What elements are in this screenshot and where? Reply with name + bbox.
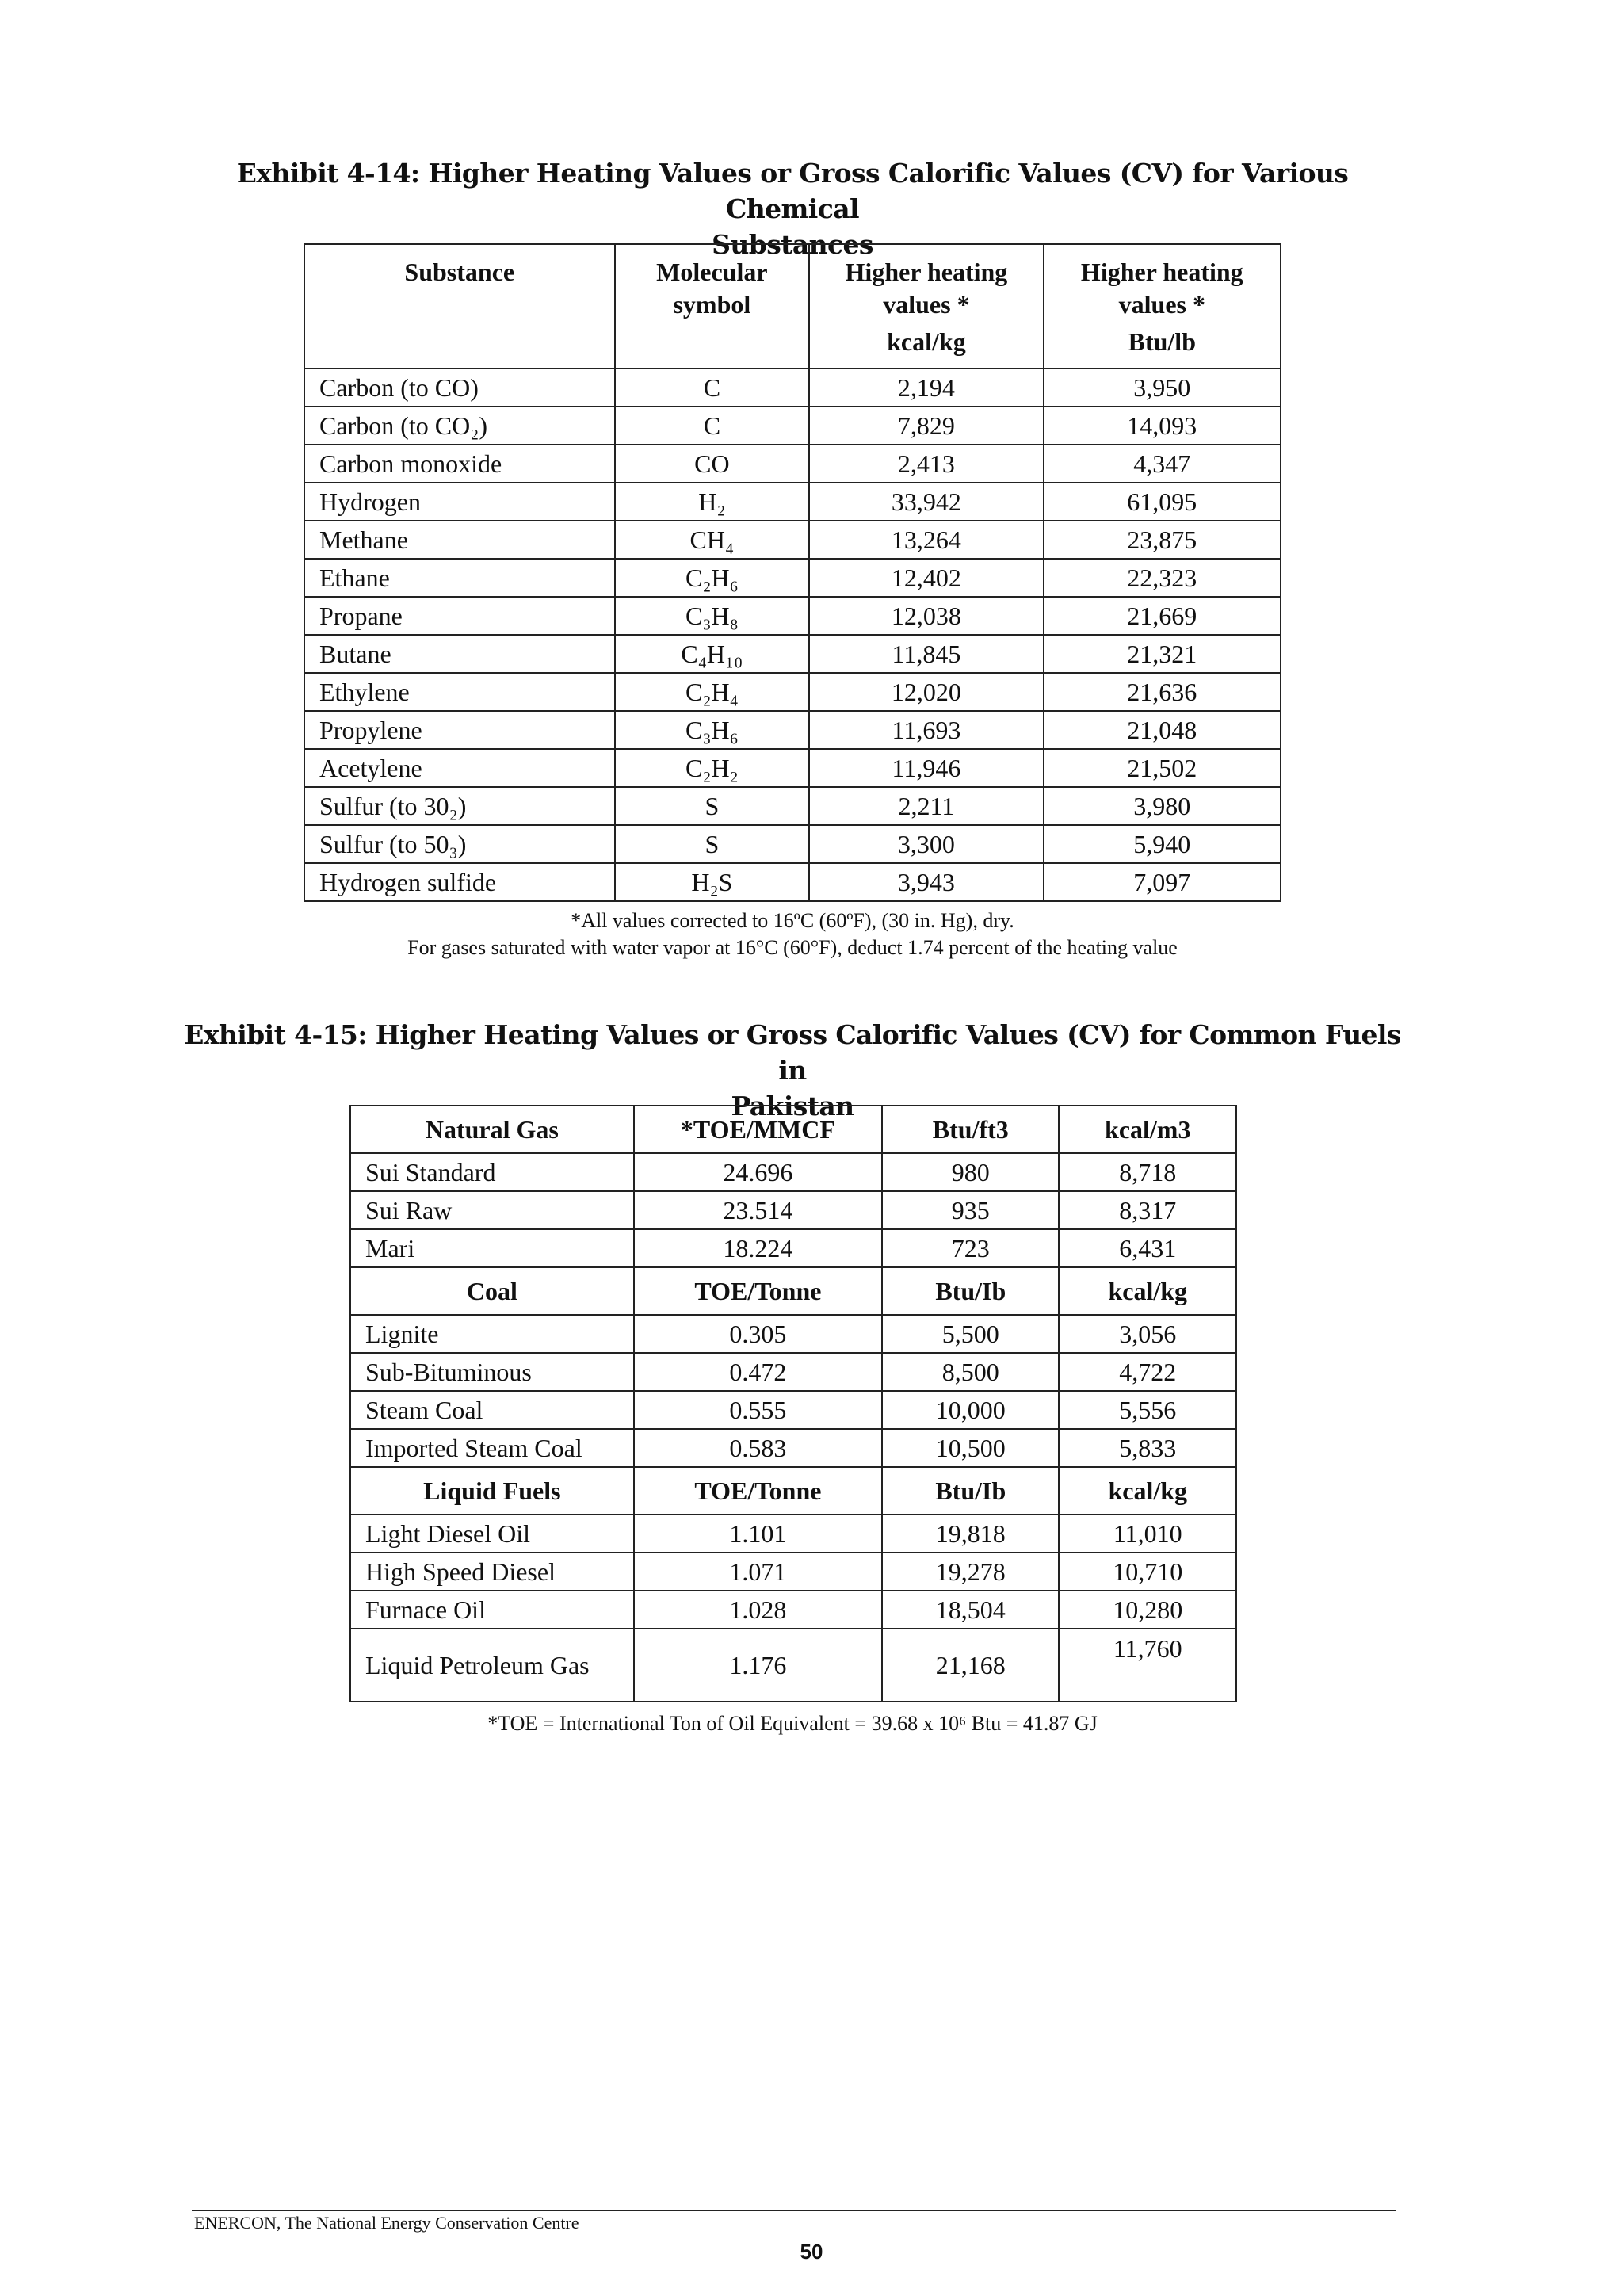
common-fuels-body <box>350 1106 1236 1702</box>
section-header-fuel: Liquid Fuels <box>350 1467 634 1515</box>
cell-toe: 0.472 <box>634 1353 882 1391</box>
cell-btu: 5,500 <box>882 1315 1059 1353</box>
cell-hhv-kcal: 7,829 <box>809 407 1043 445</box>
table-row <box>304 559 1281 597</box>
cell-fuel: Liquid Petroleum Gas <box>350 1629 634 1702</box>
cell-fuel: Sui Standard <box>350 1153 634 1191</box>
table-row <box>304 711 1281 749</box>
cell-toe: 0.555 <box>634 1391 882 1429</box>
cell-molecular-symbol: C₂H₂ <box>615 749 810 787</box>
cell-hhv-kcal: 13,264 <box>809 521 1043 559</box>
cell-hhv-kcal: 33,942 <box>809 483 1043 521</box>
cell-hhv-btu: 22,323 <box>1044 559 1281 597</box>
cell-fuel: Lignite <box>350 1315 634 1353</box>
section-header-kcal: kcal/m3 <box>1059 1106 1236 1153</box>
cell-hhv-btu: 5,940 <box>1044 825 1281 863</box>
table-row <box>350 1429 1236 1467</box>
cell-btu: 935 <box>882 1191 1059 1229</box>
table-row <box>304 521 1281 559</box>
cell-substance: Ethylene <box>304 673 615 711</box>
cell-molecular-symbol: C₃H₈ <box>615 597 810 635</box>
cell-hhv-btu: 21,669 <box>1044 597 1281 635</box>
chemical-substances-table <box>304 243 1281 902</box>
section-header-btu: Btu/Ib <box>882 1467 1059 1515</box>
cell-fuel: Imported Steam Coal <box>350 1429 634 1467</box>
cell-kcal: 10,280 <box>1059 1591 1236 1629</box>
cell-fuel: Furnace Oil <box>350 1591 634 1629</box>
section-header-toe: *TOE/MMCF <box>634 1106 882 1153</box>
cell-hhv-kcal: 2,194 <box>809 369 1043 407</box>
cell-hhv-btu: 61,095 <box>1044 483 1281 521</box>
page-number: 50 <box>800 2240 823 2264</box>
footer-divider <box>192 2210 1396 2211</box>
cell-fuel: Light Diesel Oil <box>350 1515 634 1553</box>
col-header-hhv-label: Higher heating values * <box>845 258 1008 319</box>
cell-molecular-symbol: CH₄ <box>615 521 810 559</box>
cell-fuel: High Speed Diesel <box>350 1553 634 1591</box>
col-header-hhv-label: Higher heating values * <box>1080 258 1243 319</box>
table-header-row <box>304 244 1281 369</box>
cell-substance: Sulfur (to 30₂) <box>304 787 615 825</box>
exhibit-15-title-line1: Exhibit 4-15: Higher Heating Values or Gross Calorific Values (CV) for Common Fuels in <box>184 1019 1401 1086</box>
table-row <box>350 1191 1236 1229</box>
cell-substance: Hydrogen sulfide <box>304 863 615 901</box>
cell-hhv-btu: 21,502 <box>1044 749 1281 787</box>
footer-organization: ENERCON, The National Energy Conservation Centre <box>194 2213 579 2233</box>
cell-hhv-kcal: 11,946 <box>809 749 1043 787</box>
cell-kcal: 6,431 <box>1059 1229 1236 1267</box>
cell-btu: 10,500 <box>882 1429 1059 1467</box>
table-row <box>304 825 1281 863</box>
cell-btu: 8,500 <box>882 1353 1059 1391</box>
cell-btu: 21,168 <box>882 1629 1059 1702</box>
cell-substance: Propylene <box>304 711 615 749</box>
table-row <box>304 787 1281 825</box>
section-header-kcal: kcal/kg <box>1059 1467 1236 1515</box>
cell-molecular-symbol: S <box>615 825 810 863</box>
cell-molecular-symbol: C₃H₆ <box>615 711 810 749</box>
cell-hhv-btu: 23,875 <box>1044 521 1281 559</box>
col-header-hhv-btu <box>1044 244 1281 369</box>
col-header-kcal-unit: kcal/kg <box>887 327 966 356</box>
cell-hhv-btu: 3,950 <box>1044 369 1281 407</box>
table-row <box>350 1629 1236 1702</box>
cell-toe: 1.176 <box>634 1629 882 1702</box>
table-row <box>350 1353 1236 1391</box>
table-row <box>350 1553 1236 1591</box>
cell-hhv-kcal: 2,211 <box>809 787 1043 825</box>
cell-substance: Carbon monoxide <box>304 445 615 483</box>
section-header-fuel: Natural Gas <box>350 1106 634 1153</box>
table-row <box>350 1391 1236 1429</box>
section-header-kcal: kcal/kg <box>1059 1267 1236 1315</box>
cell-molecular-symbol: C₄H₁₀ <box>615 635 810 673</box>
cell-substance: Methane <box>304 521 615 559</box>
cell-btu: 723 <box>882 1229 1059 1267</box>
cell-molecular-symbol: C₂H₆ <box>615 559 810 597</box>
cell-kcal: 5,556 <box>1059 1391 1236 1429</box>
cell-hhv-btu: 4,347 <box>1044 445 1281 483</box>
table-row <box>304 407 1281 445</box>
cell-toe: 1.028 <box>634 1591 882 1629</box>
cell-molecular-symbol: C <box>615 369 810 407</box>
cell-toe: 1.101 <box>634 1515 882 1553</box>
cell-fuel: Sui Raw <box>350 1191 634 1229</box>
table-row <box>350 1229 1236 1267</box>
col-header-btu-unit: Btu/lb <box>1128 327 1196 356</box>
chemical-substances-body <box>304 369 1281 901</box>
section-header-toe: TOE/Tonne <box>634 1467 882 1515</box>
cell-substance: Hydrogen <box>304 483 615 521</box>
cell-substance: Propane <box>304 597 615 635</box>
cell-toe: 1.071 <box>634 1553 882 1591</box>
section-header-btu: Btu/Ib <box>882 1267 1059 1315</box>
table-row <box>350 1153 1236 1191</box>
section-header-row <box>350 1467 1236 1515</box>
cell-kcal: 11,760 <box>1059 1629 1236 1702</box>
cell-btu: 19,818 <box>882 1515 1059 1553</box>
cell-kcal: 8,317 <box>1059 1191 1236 1229</box>
table-row <box>304 445 1281 483</box>
exhibit-15-title-line2: Pakistan <box>731 1091 854 1121</box>
cell-btu: 18,504 <box>882 1591 1059 1629</box>
cell-btu: 19,278 <box>882 1553 1059 1591</box>
cell-hhv-btu: 3,980 <box>1044 787 1281 825</box>
section-header-row <box>350 1106 1236 1153</box>
exhibit-15-footnote: *TOE = International Ton of Oil Equivalent = 39.68 x 10⁶ Btu = 41.87 GJ <box>487 1712 1098 1735</box>
cell-hhv-kcal: 2,413 <box>809 445 1043 483</box>
cell-fuel: Sub-Bituminous <box>350 1353 634 1391</box>
col-header-substance: Substance <box>304 244 615 369</box>
exhibit-14-title-line1: Exhibit 4-14: Higher Heating Values or Gross Calorific Values (CV) for Various Chemical <box>236 158 1349 224</box>
cell-hhv-btu: 21,048 <box>1044 711 1281 749</box>
cell-hhv-kcal: 3,300 <box>809 825 1043 863</box>
cell-substance: Carbon (to CO) <box>304 369 615 407</box>
cell-molecular-symbol: H₂S <box>615 863 810 901</box>
table-row <box>304 483 1281 521</box>
section-header-btu: Btu/ft3 <box>882 1106 1059 1153</box>
cell-substance: Sulfur (to 50₃) <box>304 825 615 863</box>
cell-molecular-symbol: CO <box>615 445 810 483</box>
cell-hhv-kcal: 12,020 <box>809 673 1043 711</box>
cell-hhv-btu: 7,097 <box>1044 863 1281 901</box>
common-fuels-table <box>349 1105 1237 1702</box>
table-row <box>350 1315 1236 1353</box>
cell-kcal: 5,833 <box>1059 1429 1236 1467</box>
cell-kcal: 4,722 <box>1059 1353 1236 1391</box>
cell-kcal: 11,010 <box>1059 1515 1236 1553</box>
cell-fuel: Mari <box>350 1229 634 1267</box>
cell-molecular-symbol: C <box>615 407 810 445</box>
exhibit-14-note-1: *All values corrected to 16ºC (60ºF), (30 in. Hg), dry. <box>571 909 1014 932</box>
table-row <box>304 673 1281 711</box>
section-header-toe: TOE/Tonne <box>634 1267 882 1315</box>
cell-kcal: 8,718 <box>1059 1153 1236 1191</box>
cell-fuel: Steam Coal <box>350 1391 634 1429</box>
cell-substance: Acetylene <box>304 749 615 787</box>
cell-btu: 10,000 <box>882 1391 1059 1429</box>
cell-substance: Ethane <box>304 559 615 597</box>
cell-toe: 0.583 <box>634 1429 882 1467</box>
table-row <box>350 1591 1236 1629</box>
cell-molecular-symbol: H₂ <box>615 483 810 521</box>
cell-substance: Carbon (to CO₂) <box>304 407 615 445</box>
cell-btu: 980 <box>882 1153 1059 1191</box>
cell-hhv-btu: 21,321 <box>1044 635 1281 673</box>
table-row <box>304 749 1281 787</box>
cell-molecular-symbol: S <box>615 787 810 825</box>
col-header-molecular-symbol: Molecular symbol <box>615 244 810 369</box>
table-row <box>304 597 1281 635</box>
cell-toe: 0.305 <box>634 1315 882 1353</box>
cell-hhv-kcal: 11,845 <box>809 635 1043 673</box>
table-row <box>304 635 1281 673</box>
exhibit-14-note-2: For gases saturated with water vapor at 16°C (60°F), deduct 1.74 percent of the heating value <box>407 936 1178 959</box>
cell-hhv-kcal: 12,038 <box>809 597 1043 635</box>
cell-substance: Butane <box>304 635 615 673</box>
cell-hhv-kcal: 12,402 <box>809 559 1043 597</box>
cell-hhv-btu: 14,093 <box>1044 407 1281 445</box>
cell-hhv-kcal: 11,693 <box>809 711 1043 749</box>
cell-molecular-symbol: C₂H₄ <box>615 673 810 711</box>
cell-toe: 23.514 <box>634 1191 882 1229</box>
cell-toe: 24.696 <box>634 1153 882 1191</box>
exhibit-14-title-line2: Substances <box>712 229 873 260</box>
section-header-row <box>350 1267 1236 1315</box>
table-row <box>304 863 1281 901</box>
table-row <box>304 369 1281 407</box>
cell-kcal: 10,710 <box>1059 1553 1236 1591</box>
table-row <box>350 1515 1236 1553</box>
col-header-hhv-kcal <box>809 244 1043 369</box>
cell-kcal: 3,056 <box>1059 1315 1236 1353</box>
section-header-fuel: Coal <box>350 1267 634 1315</box>
cell-hhv-btu: 21,636 <box>1044 673 1281 711</box>
cell-hhv-kcal: 3,943 <box>809 863 1043 901</box>
cell-toe: 18.224 <box>634 1229 882 1267</box>
